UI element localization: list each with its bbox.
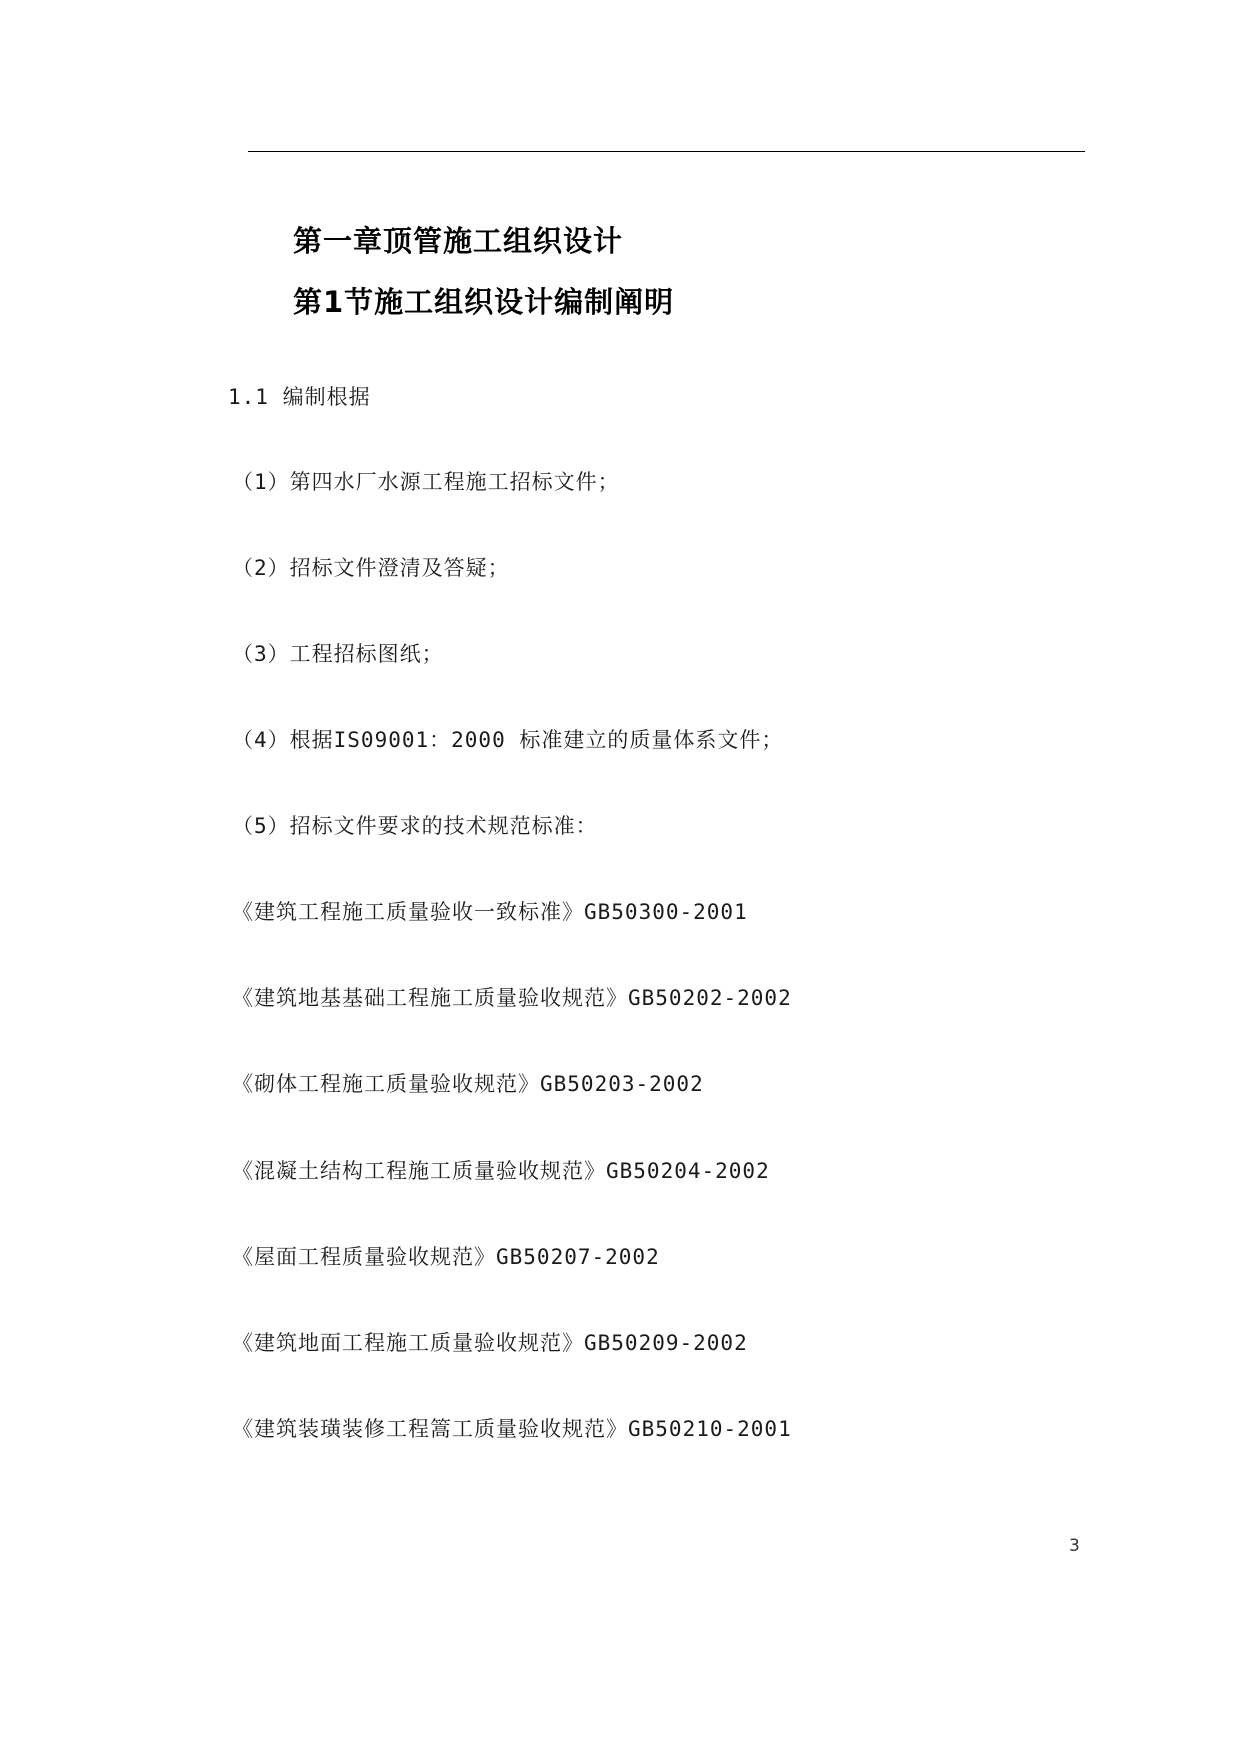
standard-item: 《建筑地面工程施工质量验收规范》GB50209-2002 [232,1331,748,1355]
list-item: （5）招标文件要求的技术规范标准： [232,814,598,838]
section-title: 第1节施工组织设计编制阐明 [293,285,675,319]
list-item: （1）第四水厂水源工程施工招标文件； [232,470,620,494]
list-item: （4）根据IS09001：2000 标准建立的质量体系文件； [232,728,784,752]
header-divider [248,151,1085,152]
page-number: 3 [1069,1536,1080,1556]
standard-item: 《建筑地基基础工程施工质量验收规范》GB50202-2002 [232,986,792,1010]
list-item: （2）招标文件澄清及答疑； [232,556,510,580]
chapter-title: 第一章顶管施工组织设计 [293,224,624,258]
standard-item: 《混凝土结构工程施工质量验收规范》GB50204-2002 [232,1159,770,1183]
standard-item: 《屋面工程质量验收规范》GB50207-2002 [232,1245,660,1269]
standard-item: 《建筑工程施工质量验收一致标准》GB50300-2001 [232,900,748,924]
list-item: （3）工程招标图纸； [232,642,444,666]
standard-item: 《建筑装璜装修工程篙工质量验收规范》GB50210-2001 [232,1417,792,1441]
subsection-heading: 1.1 编制根据 [228,385,371,409]
standard-item: 《砌体工程施工质量验收规范》GB50203-2002 [232,1072,704,1096]
